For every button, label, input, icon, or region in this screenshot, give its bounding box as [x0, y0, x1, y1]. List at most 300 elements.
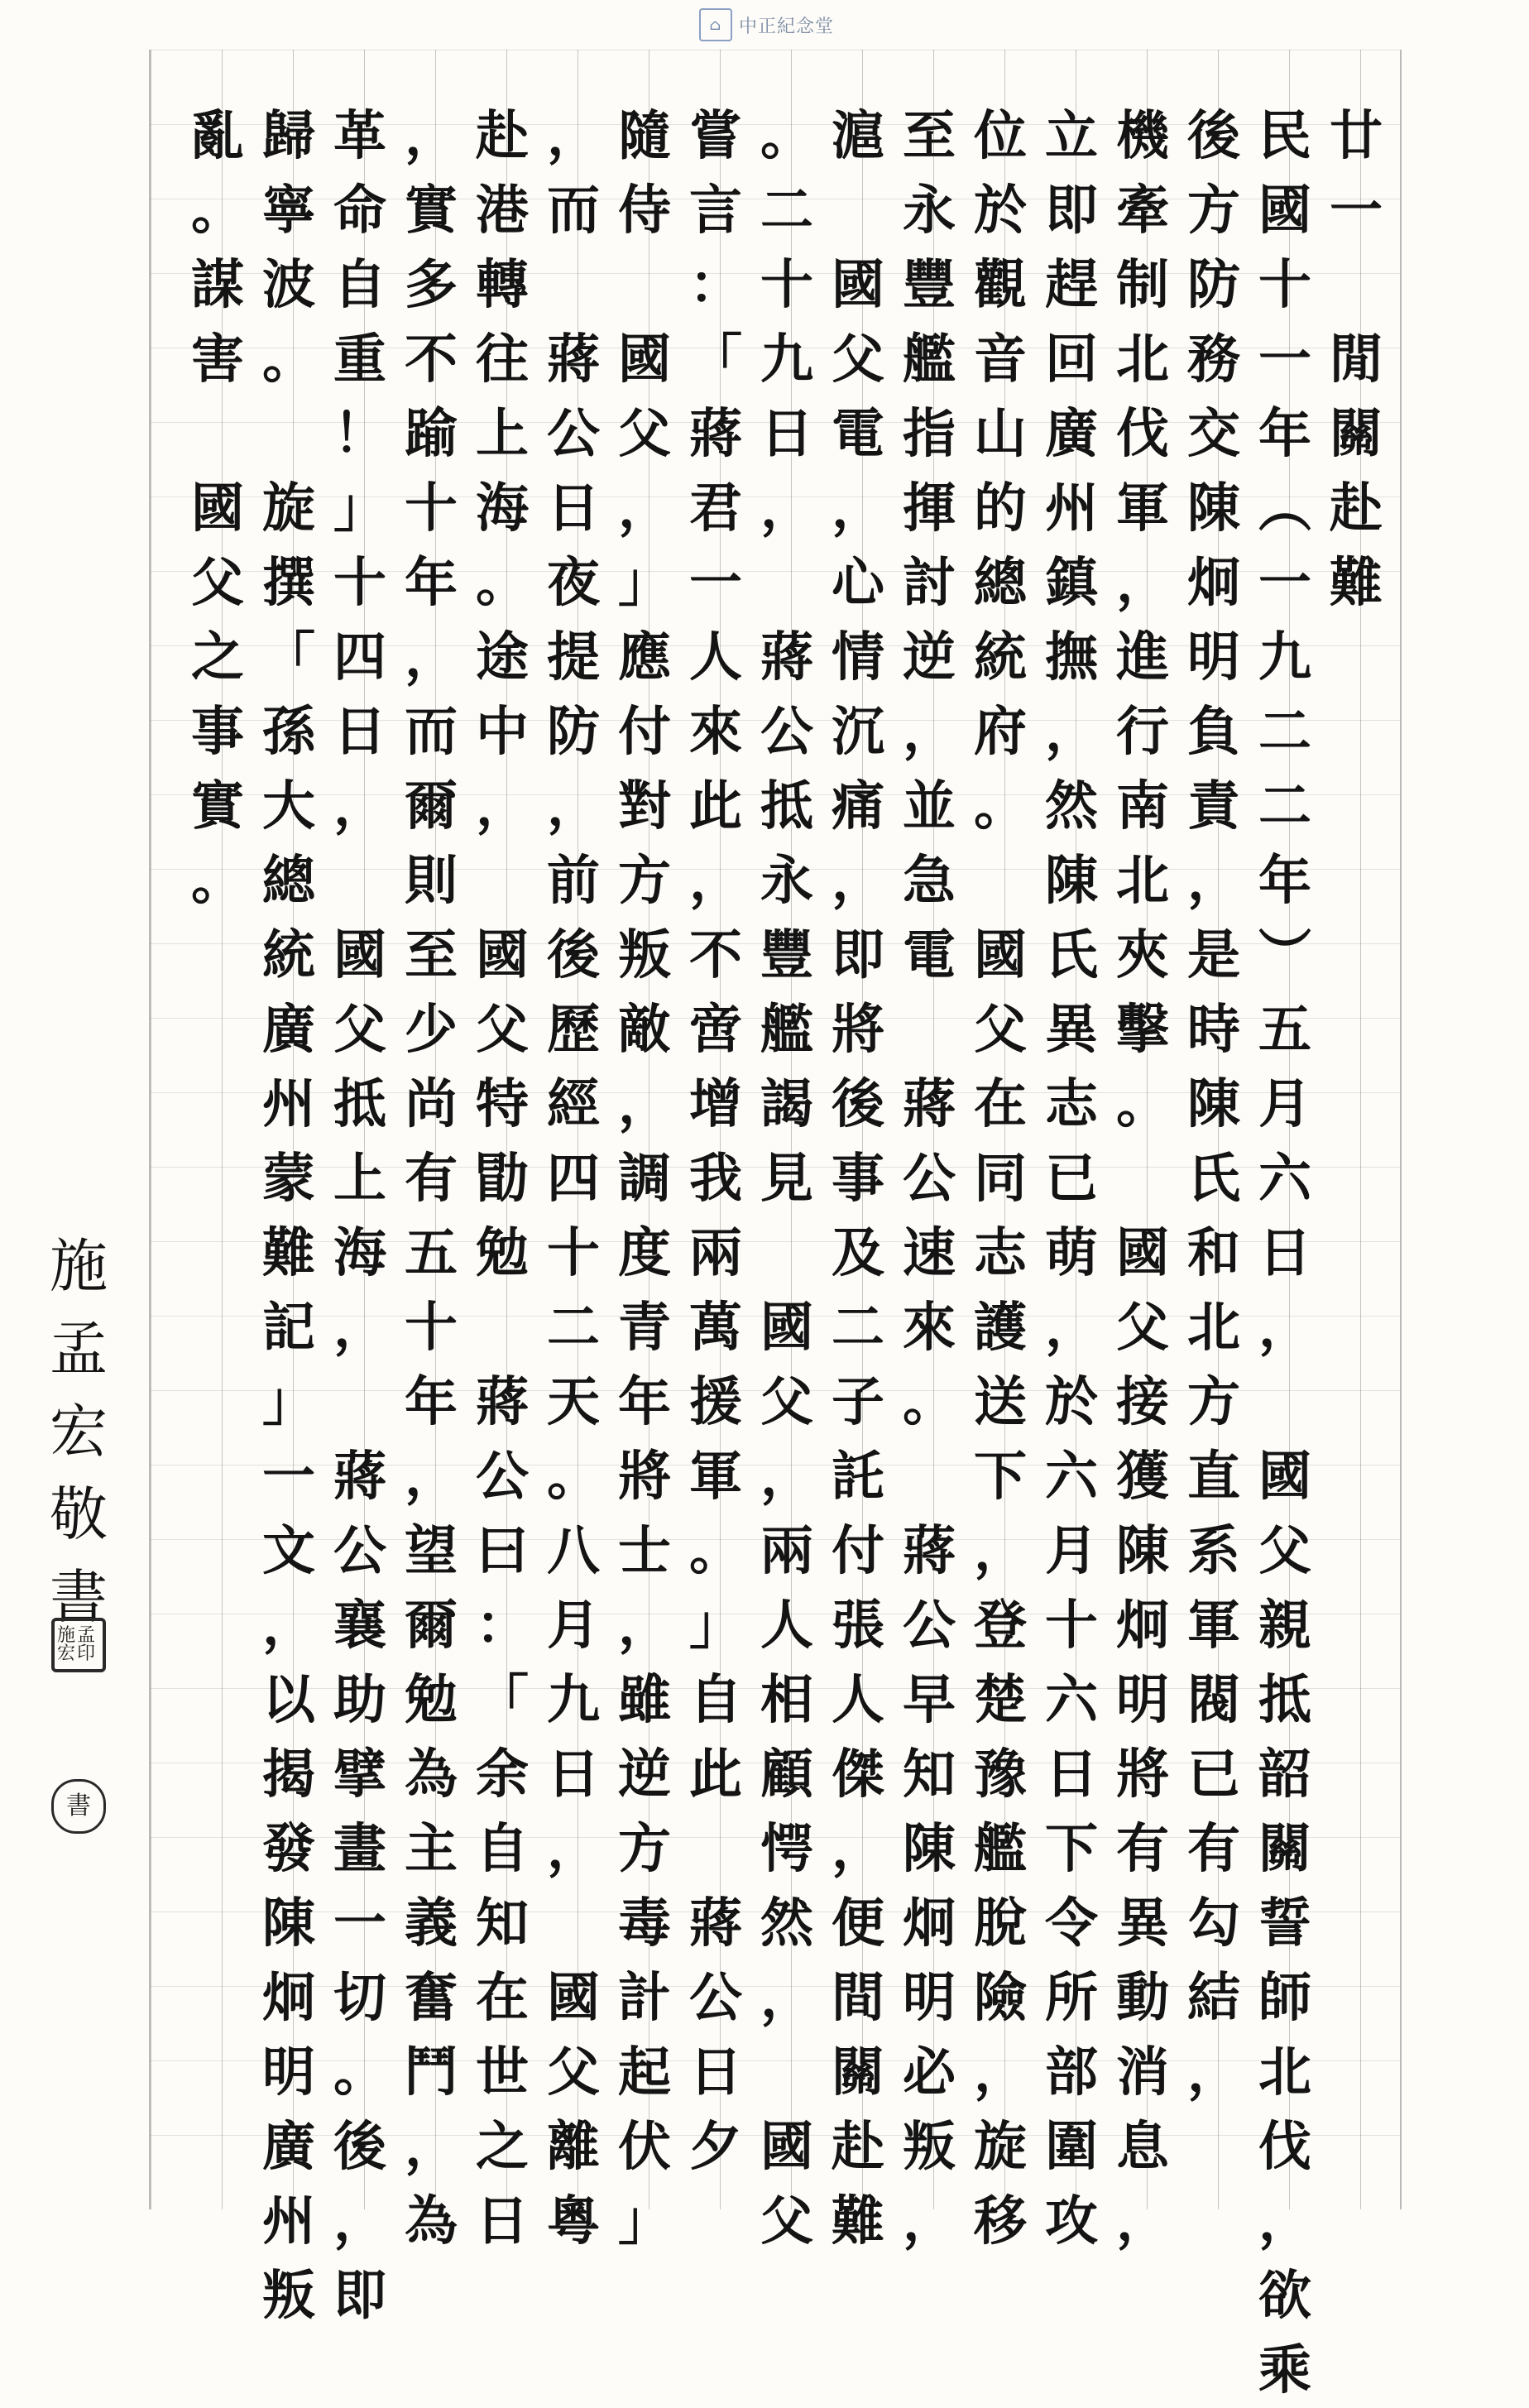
- character: 四: [333, 626, 386, 688]
- character: 及: [832, 1222, 884, 1284]
- character: 。: [903, 1371, 956, 1433]
- character: 之: [476, 2116, 529, 2178]
- character: 」: [618, 2190, 671, 2252]
- character: ，: [903, 701, 956, 763]
- character: 切: [333, 1967, 386, 2029]
- text-column: [538, 99, 609, 2259]
- character: 後: [547, 924, 600, 986]
- character: 息: [1116, 2116, 1169, 2178]
- character: 文: [262, 1520, 315, 1582]
- character: 登: [974, 1595, 1027, 1657]
- character: 國: [1116, 1222, 1169, 1284]
- character: 南: [1116, 775, 1169, 837]
- character: 一: [689, 552, 742, 614]
- character: 趕: [1045, 254, 1098, 316]
- character: 人: [832, 1669, 884, 1731]
- character: 年: [405, 1371, 458, 1433]
- character: 父: [760, 2190, 813, 2252]
- character: 和: [1187, 1222, 1240, 1284]
- character: ，: [618, 477, 671, 540]
- character: 。: [974, 775, 1027, 837]
- character: 難: [832, 2190, 884, 2252]
- character: 歷: [547, 999, 600, 1061]
- character: 知: [476, 1892, 529, 1955]
- character: [253, 397, 324, 472]
- character: 父: [618, 403, 671, 465]
- character: 音: [974, 329, 1027, 391]
- character: 國: [476, 924, 529, 986]
- character: 滬: [832, 105, 884, 167]
- character: [751, 1216, 822, 1291]
- character: [1249, 1365, 1320, 1440]
- character: 年: [405, 552, 458, 614]
- character: 」: [689, 1595, 742, 1657]
- character: 父: [547, 2041, 600, 2103]
- site-logo-text: 中正紀念堂: [739, 16, 835, 37]
- character: 民: [1258, 105, 1311, 167]
- character: 六: [1258, 1148, 1311, 1210]
- character: 即: [333, 2265, 386, 2327]
- character: 炯: [1116, 1595, 1169, 1657]
- character: 以: [262, 1669, 315, 1731]
- character: 。: [547, 1446, 600, 1508]
- character: 世: [476, 2041, 529, 2103]
- character: 異: [1116, 1892, 1169, 1955]
- character: ，: [333, 775, 386, 837]
- character: 回: [1045, 329, 1098, 391]
- character: 州: [1045, 477, 1098, 540]
- character: ，: [618, 1073, 671, 1135]
- character: 方: [618, 1818, 671, 1880]
- character: 主: [405, 1818, 458, 1880]
- seal-square-stamp: [51, 1618, 106, 1672]
- character: 鎮: [1045, 552, 1098, 614]
- character: 赴: [832, 2116, 884, 2178]
- character: 在: [476, 1967, 529, 2029]
- manuscript-grid-paper: [149, 50, 1402, 2401]
- character: 公: [760, 701, 813, 763]
- character: 防: [547, 701, 600, 763]
- character: [894, 1440, 965, 1514]
- character: 調: [618, 1148, 671, 1210]
- character: 接: [1116, 1371, 1169, 1433]
- character: ，: [974, 1520, 1027, 1582]
- character: 間: [832, 1967, 884, 2029]
- character: 伐: [1258, 2116, 1311, 2178]
- character: 敬: [50, 1480, 108, 1548]
- character: 叛: [618, 924, 671, 986]
- character: 速: [903, 1222, 956, 1284]
- character: 應: [618, 626, 671, 688]
- character: 部: [1045, 2041, 1098, 2103]
- text-column: [1107, 99, 1178, 2259]
- character: 蔣: [760, 626, 813, 688]
- character: ，: [547, 1818, 600, 1880]
- character: 險: [974, 1967, 1027, 2029]
- character: ，: [262, 1595, 315, 1657]
- character: 方: [618, 850, 671, 912]
- character: 所: [1045, 1967, 1098, 2029]
- character: 父: [476, 999, 529, 1061]
- character: 來: [689, 701, 742, 763]
- character: 少: [405, 999, 458, 1061]
- character: ︵: [1258, 477, 1311, 540]
- character: 炯: [262, 1967, 315, 2029]
- character: 陳: [1187, 1073, 1240, 1135]
- character: 命: [333, 180, 386, 242]
- character: [609, 248, 680, 323]
- character: 大: [262, 775, 315, 837]
- character: 後: [333, 2116, 386, 2178]
- character: 畫: [333, 1818, 386, 1880]
- text-column: [1249, 99, 1320, 2408]
- character: 動: [1116, 1967, 1169, 2029]
- character: 明: [1116, 1669, 1169, 1731]
- character: 州: [262, 1073, 315, 1135]
- character: 廿: [1330, 105, 1383, 167]
- character: 旋: [974, 2116, 1027, 2178]
- character: 蔣: [476, 1371, 529, 1433]
- character: 離: [547, 2116, 600, 2178]
- character: 中: [476, 701, 529, 763]
- character: 日: [689, 2041, 742, 2103]
- character: ，: [333, 1297, 386, 1359]
- character: 永: [903, 180, 956, 242]
- character: 將: [832, 999, 884, 1061]
- character: 傑: [832, 1744, 884, 1806]
- character: 豫: [974, 1744, 1027, 1806]
- character: 後: [1187, 105, 1240, 167]
- character: 獲: [1116, 1446, 1169, 1508]
- character: 揮: [903, 477, 956, 540]
- character: ，: [689, 850, 742, 912]
- character: 攻: [1045, 2190, 1098, 2252]
- character: 人: [689, 626, 742, 688]
- character: ︶: [1258, 924, 1311, 986]
- character: 公: [689, 1967, 742, 2029]
- character: 見: [760, 1148, 813, 1210]
- character: 圍: [1045, 2116, 1098, 2178]
- character: 日: [1045, 1744, 1098, 1806]
- character: 奮: [405, 1967, 458, 2029]
- character: 萬: [689, 1297, 742, 1359]
- character: 機: [1116, 105, 1169, 167]
- character: 已: [1187, 1744, 1240, 1806]
- character: ，: [1116, 552, 1169, 614]
- character: 謁: [760, 1073, 813, 1135]
- character: 北: [1116, 329, 1169, 391]
- character: 難: [262, 1222, 315, 1284]
- character: 赴: [1330, 477, 1383, 540]
- character: 九: [760, 329, 813, 391]
- character: 伐: [1116, 403, 1169, 465]
- character: 起: [618, 2041, 671, 2103]
- character: [467, 1291, 538, 1365]
- character: ，: [1187, 2041, 1240, 2103]
- text-column: [253, 99, 324, 2334]
- character: 上: [333, 1148, 386, 1210]
- character: 蒙: [262, 1148, 315, 1210]
- character: 北: [1187, 1297, 1240, 1359]
- character: 心: [832, 552, 884, 614]
- character: 曰: [476, 1520, 529, 1582]
- character: 即: [1045, 180, 1098, 242]
- character: 十: [547, 1222, 600, 1284]
- character: ，: [1187, 850, 1240, 912]
- character: [751, 546, 822, 621]
- character: 逆: [903, 626, 956, 688]
- character: 六: [1045, 1669, 1098, 1731]
- character: 廣: [1045, 403, 1098, 465]
- character: 援: [689, 1371, 742, 1433]
- character: 制: [1116, 254, 1169, 316]
- character: ，: [1116, 2190, 1169, 2252]
- character: [1320, 248, 1392, 323]
- character: 勾: [1187, 1892, 1240, 1955]
- character: 下: [1045, 1818, 1098, 1880]
- character: 夾: [1116, 924, 1169, 986]
- character: 「: [689, 329, 742, 391]
- character: 付: [618, 701, 671, 763]
- character: ，: [832, 850, 884, 912]
- character: [822, 174, 894, 248]
- character: 而: [547, 180, 600, 242]
- character: 實: [405, 180, 458, 242]
- character: 不: [405, 329, 458, 391]
- character: 此: [689, 1744, 742, 1806]
- character: 來: [903, 1297, 956, 1359]
- character: 志: [1045, 1073, 1098, 1135]
- character: 天: [547, 1371, 600, 1433]
- character: 氏: [1045, 924, 1098, 986]
- character: 抵: [1258, 1669, 1311, 1731]
- character: ，: [547, 775, 600, 837]
- character: 謀: [191, 254, 244, 316]
- character: 港: [476, 180, 529, 242]
- text-column: [894, 99, 965, 2259]
- character: 移: [974, 2190, 1027, 2252]
- character: 上: [476, 403, 529, 465]
- seal-round-stamp: [51, 1779, 106, 1834]
- character: 父: [760, 1371, 813, 1433]
- character: 統: [262, 924, 315, 986]
- character: 將: [618, 1446, 671, 1508]
- character: 歸: [262, 105, 315, 167]
- character: 關: [832, 2041, 884, 2103]
- character: 計: [618, 1967, 671, 2029]
- character: 欲: [1258, 2265, 1311, 2327]
- character: 豐: [903, 254, 956, 316]
- character: 擊: [1116, 999, 1169, 1061]
- character: 父: [191, 552, 244, 614]
- character: 孫: [262, 701, 315, 763]
- signature: [33, 1225, 124, 1638]
- character: 途: [476, 626, 529, 688]
- text-column: [182, 99, 253, 919]
- character: 自: [689, 1669, 742, 1731]
- character: ，: [1045, 1297, 1098, 1359]
- character: 父: [1258, 1520, 1311, 1582]
- character: 一: [1258, 552, 1311, 614]
- character: 。: [333, 2041, 386, 2103]
- character: 後: [832, 1073, 884, 1135]
- character: 廣: [262, 2116, 315, 2178]
- character: 山: [974, 403, 1027, 465]
- character: 啻: [689, 999, 742, 1061]
- character: 炯: [1187, 552, 1240, 614]
- character: 。: [689, 1520, 742, 1582]
- character: 同: [974, 1148, 1027, 1210]
- character: 勉: [476, 1222, 529, 1284]
- character: 國: [547, 1967, 600, 2029]
- character: 立: [1045, 105, 1098, 167]
- character: 海: [333, 1222, 386, 1284]
- character: 令: [1045, 1892, 1098, 1955]
- character: 明: [903, 1967, 956, 2029]
- character: 國: [1258, 1446, 1311, 1508]
- character: 重: [333, 329, 386, 391]
- character: 宏: [50, 1398, 108, 1465]
- character: 國: [760, 1297, 813, 1359]
- character: 豐: [760, 924, 813, 986]
- character: 電: [903, 924, 956, 986]
- character: 記: [262, 1297, 315, 1359]
- character: 多: [405, 254, 458, 316]
- character: 進: [1116, 626, 1169, 688]
- character: 明: [262, 2041, 315, 2103]
- character: 尚: [405, 1073, 458, 1135]
- character: 月: [1258, 1073, 1311, 1135]
- character: 下: [974, 1446, 1027, 1508]
- character: 明: [1187, 626, 1240, 688]
- character: 討: [903, 552, 956, 614]
- character: 楚: [974, 1669, 1027, 1731]
- character: 至: [903, 105, 956, 167]
- character: 十: [1258, 254, 1311, 316]
- character: 然: [1045, 775, 1098, 837]
- character: 四: [547, 1148, 600, 1210]
- character: 叛: [903, 2116, 956, 2178]
- character: 便: [832, 1892, 884, 1955]
- character: 關: [1258, 1818, 1311, 1880]
- character: 時: [1187, 999, 1240, 1061]
- character: 增: [689, 1073, 742, 1135]
- character: 旋: [262, 477, 315, 540]
- character: 實: [191, 775, 244, 837]
- character: 青: [618, 1297, 671, 1359]
- character: 對: [618, 775, 671, 837]
- character: 陳: [262, 1892, 315, 1955]
- character: 「: [476, 1669, 529, 1731]
- character: 襄: [333, 1595, 386, 1657]
- character: 亂: [191, 105, 244, 167]
- character: 年: [618, 1371, 671, 1433]
- character: 勉: [405, 1669, 458, 1731]
- character: ，: [333, 2190, 386, 2252]
- character: 之: [191, 626, 244, 688]
- character: 然: [760, 1892, 813, 1955]
- character: 「: [262, 626, 315, 688]
- character: 粵: [547, 2190, 600, 2252]
- character: 軍: [689, 1446, 742, 1508]
- character: 望: [405, 1520, 458, 1582]
- character: 年: [1258, 850, 1311, 912]
- character: 責: [1187, 775, 1240, 837]
- character: 並: [903, 775, 956, 837]
- character: 則: [405, 850, 458, 912]
- character: 負: [1187, 701, 1240, 763]
- character: 韶: [1258, 1744, 1311, 1806]
- character: [324, 844, 395, 919]
- character: 轉: [476, 254, 529, 316]
- character: 二: [1258, 701, 1311, 763]
- character: 國: [760, 2116, 813, 2178]
- character: 嘗: [689, 105, 742, 167]
- character: 二: [1258, 775, 1311, 837]
- character: 蔣: [903, 1073, 956, 1135]
- character: 而: [405, 701, 458, 763]
- character: 經: [547, 1073, 600, 1135]
- character: 往: [476, 329, 529, 391]
- character: 知: [903, 1744, 956, 1806]
- character: 即: [832, 924, 884, 986]
- character: 書: [50, 1563, 108, 1631]
- character: 在: [974, 1073, 1027, 1135]
- site-logo: [699, 7, 834, 43]
- character: 一: [1330, 180, 1383, 242]
- character: 府: [974, 701, 1027, 763]
- character: 二: [760, 180, 813, 242]
- character: 痛: [832, 775, 884, 837]
- character: 。: [262, 329, 315, 391]
- character: 抵: [760, 775, 813, 837]
- character: ：: [476, 1595, 529, 1657]
- character: 九: [1258, 626, 1311, 688]
- character: 撰: [262, 552, 315, 614]
- text-column: [467, 99, 538, 2259]
- character: 月: [547, 1595, 600, 1657]
- character: 行: [1116, 701, 1169, 763]
- character: 付: [832, 1520, 884, 1582]
- title-column: [1320, 99, 1392, 621]
- character: 人: [760, 1595, 813, 1657]
- character: ，: [832, 1818, 884, 1880]
- character: 逆: [618, 1744, 671, 1806]
- character: ，: [903, 2190, 956, 2252]
- character: 急: [903, 850, 956, 912]
- character: 踰: [405, 403, 458, 465]
- character: 五: [1258, 999, 1311, 1061]
- character: 月: [1045, 1520, 1098, 1582]
- character: 國: [618, 329, 671, 391]
- character: 脫: [974, 1892, 1027, 1955]
- character: 一: [262, 1446, 315, 1508]
- character: 。: [760, 105, 813, 167]
- character: 父: [832, 329, 884, 391]
- character: 公: [903, 1595, 956, 1657]
- character: ，: [760, 477, 813, 540]
- character: 國: [974, 924, 1027, 986]
- text-column: [822, 99, 894, 2259]
- character: [467, 844, 538, 919]
- character: 。: [191, 180, 244, 242]
- character: 爾: [405, 1595, 458, 1657]
- character: 叛: [262, 2265, 315, 2327]
- character: 日: [760, 403, 813, 465]
- character: 蔣: [547, 329, 600, 391]
- character: 寧: [262, 180, 315, 242]
- character: ：: [689, 254, 742, 316]
